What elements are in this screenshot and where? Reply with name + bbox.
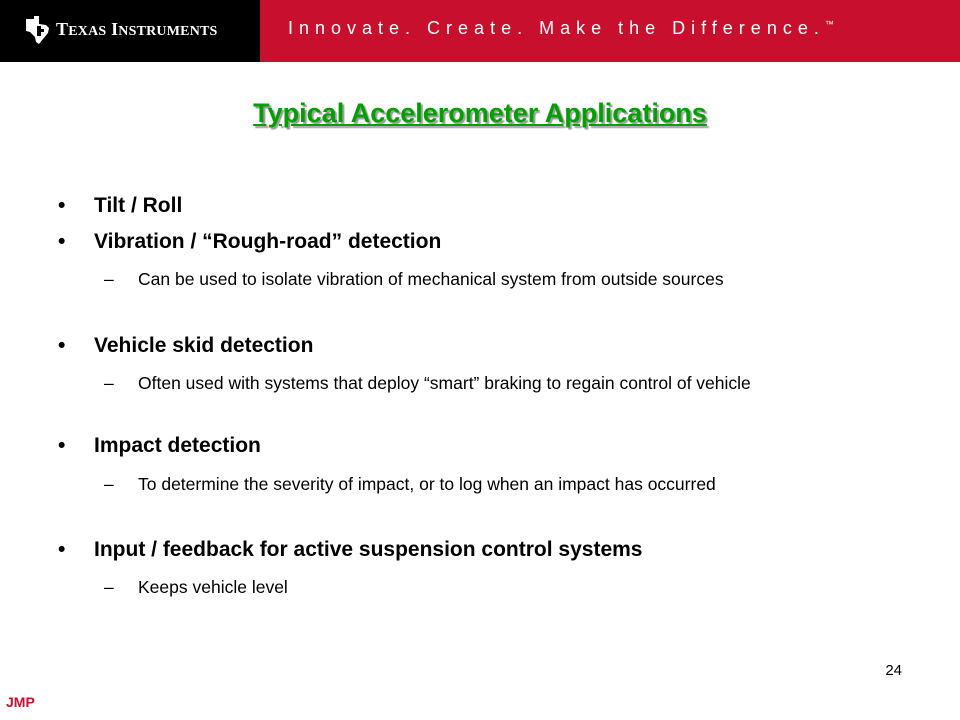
bullet-text: Input / feedback for active suspension control systems bbox=[94, 538, 643, 561]
bullet-text: Impact detection bbox=[94, 434, 261, 457]
sub-text: To determine the severity of impact, or to log when an impact has occurred bbox=[138, 474, 716, 494]
author-tag: JMP bbox=[6, 694, 35, 710]
sub-item bbox=[104, 370, 844, 396]
sub-dash: – bbox=[104, 373, 114, 393]
sub-item bbox=[104, 574, 844, 600]
slide-title: Typical Accelerometer Applications bbox=[253, 98, 707, 128]
bullet-text: Vehicle skid detection bbox=[94, 334, 314, 357]
sub-text: Keeps vehicle level bbox=[138, 577, 288, 597]
bullet-item bbox=[58, 334, 313, 358]
sub-dash: – bbox=[104, 269, 114, 289]
bullet-item bbox=[58, 230, 441, 254]
sub-item bbox=[104, 471, 844, 497]
bullet-item bbox=[58, 194, 182, 218]
tagline: Innovate. Create. Make the Difference.™ bbox=[288, 18, 834, 38]
bullet-text: Vibration / “Rough-road” detection bbox=[94, 230, 442, 253]
bullet-dot: • bbox=[58, 334, 66, 357]
logo-text: TEXAS INSTRUMENTS bbox=[56, 19, 218, 39]
sub-text: Can be used to isolate vibration of mechanical system from outside sources bbox=[138, 269, 724, 289]
bullet-text: Tilt / Roll bbox=[94, 194, 183, 217]
sub-item bbox=[104, 266, 844, 292]
bullet-dot: • bbox=[58, 538, 66, 561]
sub-dash: – bbox=[104, 577, 114, 597]
page-number: 24 bbox=[885, 662, 902, 679]
bullet-dot: • bbox=[58, 194, 66, 217]
bullet-dot: • bbox=[58, 230, 66, 253]
bullet-item bbox=[58, 434, 261, 458]
sub-dash: – bbox=[104, 474, 114, 494]
bullet-item bbox=[58, 538, 642, 562]
sub-text: Often used with systems that deploy “smart” braking to regain control of vehicle bbox=[138, 373, 751, 393]
bullet-dot: • bbox=[58, 434, 66, 457]
